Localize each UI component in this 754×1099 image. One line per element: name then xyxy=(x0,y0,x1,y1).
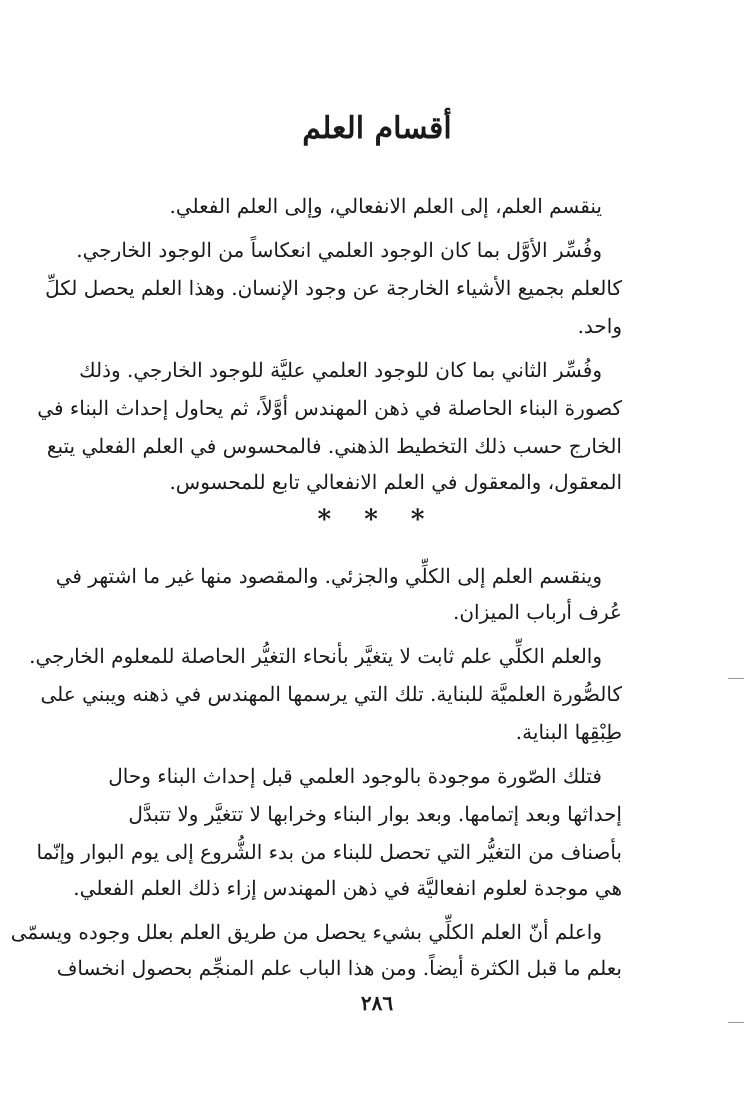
paragraph-6-line-3: بأصناف من التغيُّر التي تحصل للبناء من بدء الشُّروع إلى يوم البوار وإنّما xyxy=(36,840,622,864)
paragraph-2-line-2: كالعلم بجميع الأشياء الخارجة عن وجود الإنسان. وهذا العلم يحصل لكلِّ xyxy=(45,276,622,300)
page-title: أقسام العلم xyxy=(302,111,452,146)
paragraph-3-line-4: المعقول، والمعقول في العلم الانفعالي تابع للمحسوس. xyxy=(169,470,622,494)
paragraph-1-line-1: ينقسم العلم، إلى العلم الانفعالي، وإلى العلم الفعلي. xyxy=(169,194,602,218)
paragraph-3-line-1: وفُسِّر الثاني بما كان للوجود العلمي عليَّة للوجود الخارجي. وذلك xyxy=(79,358,602,382)
paragraph-7-line-2: بعلم ما قبل الكثرة أيضاً. ومن هذا الباب علم المنجِّم بحصول انخساف xyxy=(56,956,622,980)
page-number: ٢٨٦ xyxy=(360,991,394,1015)
scan-edge-mark xyxy=(728,1022,744,1023)
paragraph-2-line-1: وفُسِّر الأوَّل بما كان الوجود العلمي انعكاساً من الوجود الخارجي. xyxy=(76,238,602,262)
paragraph-6-line-4: هي موجدة لعلوم انفعاليَّة في ذهن المهندس إزاء ذلك العلم الفعلي. xyxy=(73,876,622,900)
paragraph-2-line-3: واحد. xyxy=(577,314,622,338)
paragraph-4-line-1: وينقسم العلم إلى الكلِّي والجزئي. والمقصود منها غير ما اشتهر في xyxy=(55,564,602,588)
scan-edge-mark xyxy=(728,678,744,679)
paragraph-6-line-1: فتلك الصّورة موجودة بالوجود العلمي قبل إحداث البناء وحال xyxy=(108,764,602,788)
paragraph-5-line-3: طِبْقِها البناية. xyxy=(515,720,622,744)
paragraph-3-line-3: الخارج حسب ذلك التخطيط الذهني. فالمحسوس في العلم الفعلي يتبع xyxy=(46,434,622,458)
paragraph-5-line-1: والعلم الكلِّي علم ثابت لا يتغيَّر بأنحاء التغيُّر الحاصلة للمعلوم الخارجي. xyxy=(29,644,602,668)
paragraph-6-line-2: إحداثها وبعد إتمامها. وبعد بوار البناء وخرابها لا تتغيَّر ولا تتبدَّل xyxy=(128,802,622,826)
paragraph-3-line-2: كصورة البناء الحاصلة في ذهن المهندس أوَّلاً، ثم يحاول إحداث البناء في xyxy=(37,396,622,420)
paragraph-7-line-1: واعلم أنّ العلم الكلِّي بشيء يحصل من طريق العلم بعلل وجوده ويسمّى xyxy=(10,920,602,944)
paragraph-5-line-2: كالصُّورة العلميَّة للبناية. تلك التي يرسمها المهندس في ذهنه ويبني على xyxy=(40,682,622,706)
section-separator: * * * xyxy=(317,505,437,535)
paragraph-4-line-2: عُرف أرباب الميزان. xyxy=(452,600,622,624)
